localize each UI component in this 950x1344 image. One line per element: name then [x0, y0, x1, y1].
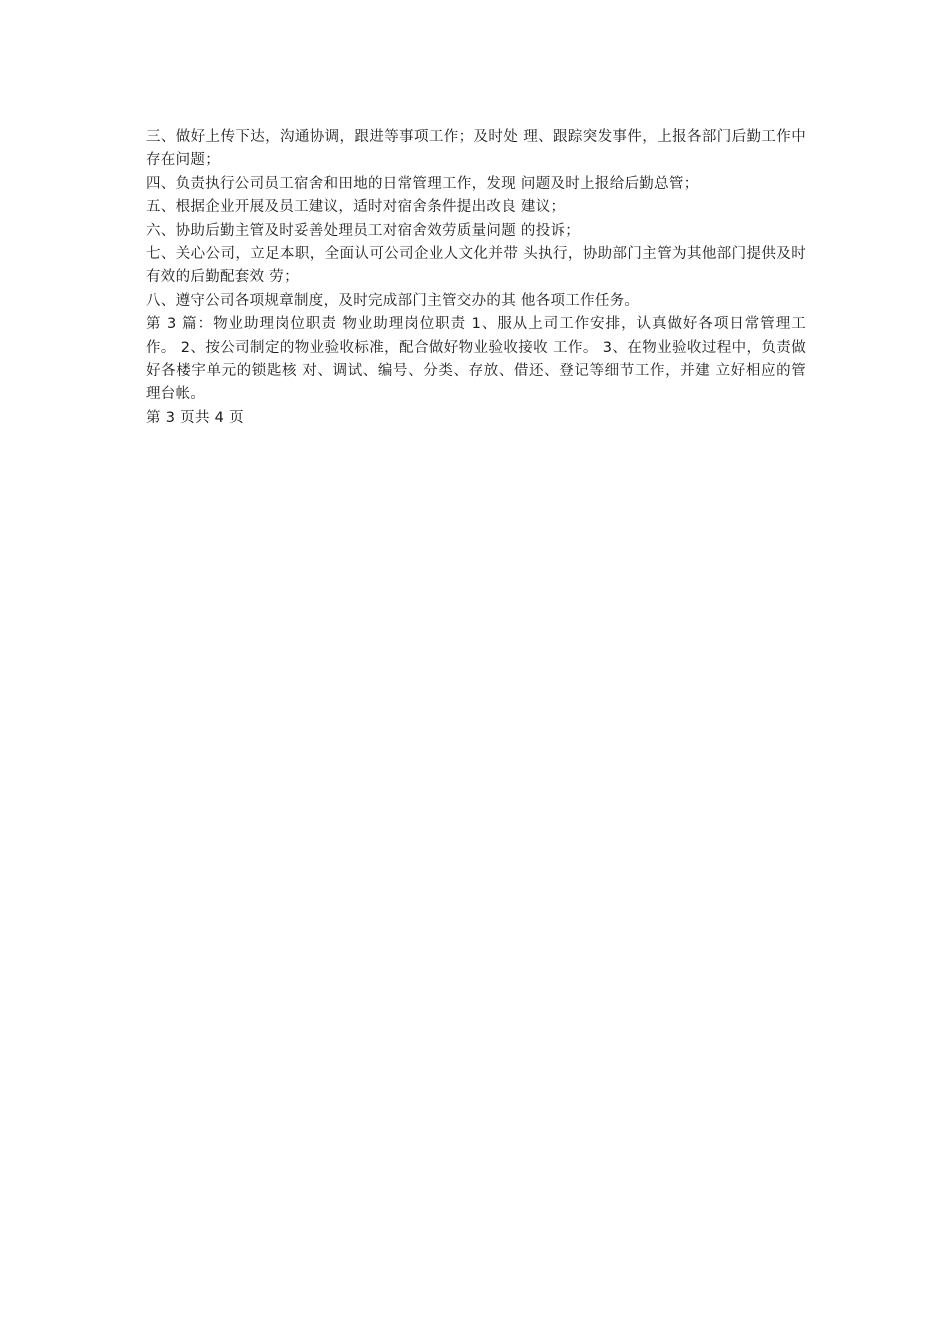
paragraph-item-7: 七、关心公司，立足本职，全面认可公司企业人文化并带 头执行，协助部门主管为其他部门提供及时有效的后勤配套效 劳； — [146, 246, 806, 286]
document-page — [146, 126, 806, 430]
page-number-footer: 第 3 页共 4 页 — [146, 409, 244, 426]
paragraph-item-6: 六、协助后勤主管及时妥善处理员工对宿舍效劳质量问题 的投诉； — [146, 222, 581, 239]
paragraph-item-5: 五、根据企业开展及员工建议，适时对宿舍条件提出改良 建议； — [146, 199, 566, 216]
paragraph-item-8: 八、遵守公司各项规章制度，及时完成部门主管交办的其 他各项工作任务。 — [146, 292, 640, 309]
paragraph-item-4: 四、负责执行公司员工宿舍和田地的日常管理工作，发现 问题及时上报给后勤总管； — [146, 175, 699, 192]
section-3-property-assistant-duties: 第 3 篇：物业助理岗位职责 物业助理岗位职责 1、服从上司工作安排，认真做好各项日常管理工作。 2、按公司制定的物业验收标准，配合做好物业验收接收 工作。 3、在物业验收过程中，负责做好各楼宇单元的锁匙核 对、调试、编号、分类、存放、借还、登记等细节工作，并建 立好相应的管理台帐。 — [146, 316, 806, 403]
paragraph-item-3: 三、做好上传下达，沟通协调，跟进等事项工作；及时处 理、跟踪突发事件，上报各部门后勤工作中存在问题； — [146, 129, 806, 169]
